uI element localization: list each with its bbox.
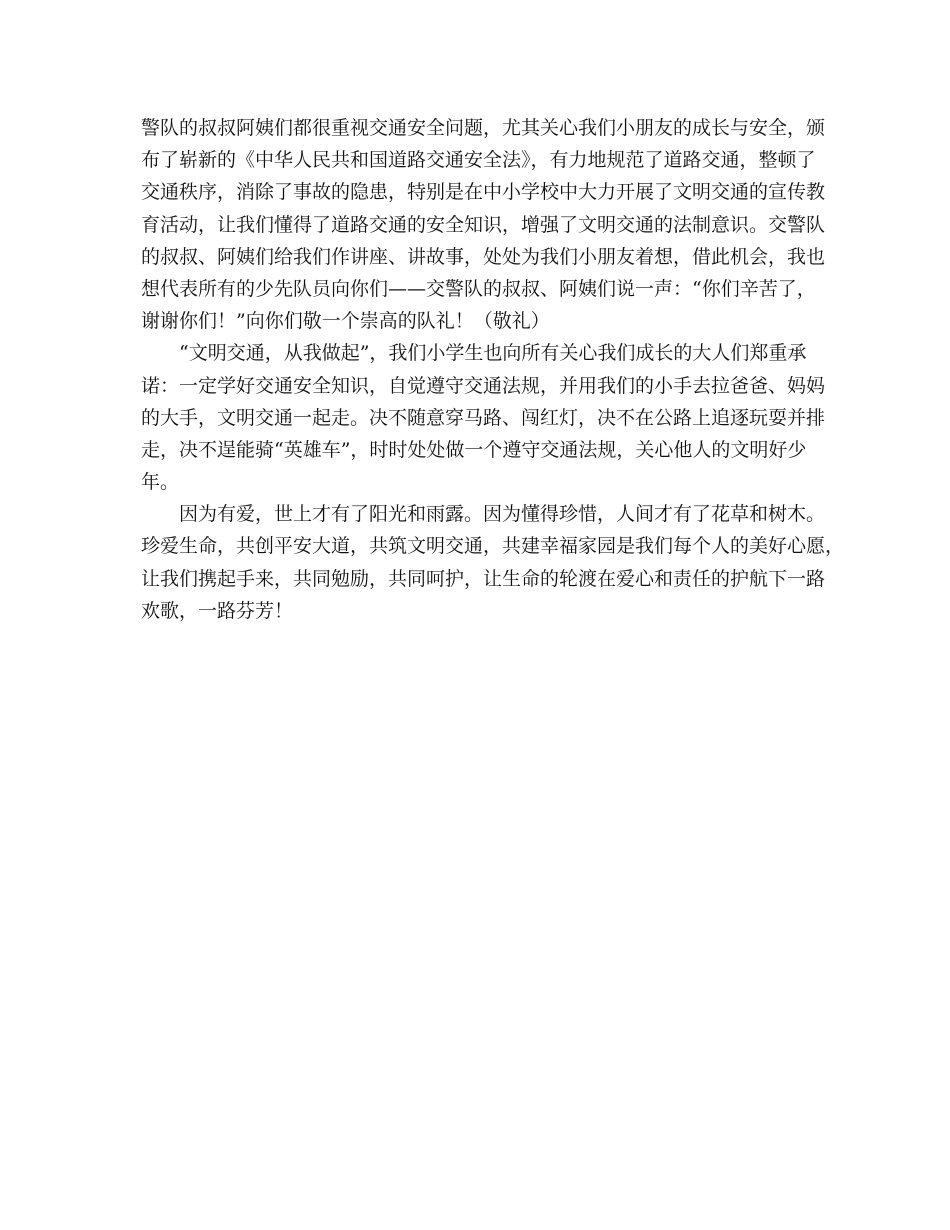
text-line: 育活动，让我们懂得了道路交通的安全知识，增强了文明交通的法制意识。交警队 — [141, 213, 826, 236]
text-line: 因为有爱，世上才有了阳光和雨露。因为懂得珍惜，人间才有了花草和树木。 — [179, 503, 826, 526]
text-line: “文明交通，从我做起”，我们小学生也向所有关心我们成长的大人们郑重承 — [179, 342, 807, 365]
text-line: 谢谢你们！”向你们敬一个崇高的队礼！（敬礼） — [141, 310, 550, 333]
body-text — [141, 112, 845, 627]
text-line: 让我们携起手来，共同勉励，共同呵护，让生命的轮渡在爱心和责任的护航下一路 — [141, 567, 826, 590]
paragraph-2 — [141, 337, 826, 498]
paragraph-1 — [141, 112, 826, 337]
text-line: 年。 — [141, 471, 180, 494]
text-line: 欢歌，一路芬芳！ — [141, 599, 294, 622]
text-line: 的大手，文明交通一起走。决不随意穿马路、闯红灯，决不在公路上追逐玩耍并排 — [141, 406, 826, 429]
text-line: 走，决不逞能骑“英雄车”，时时处处做一个遵守交通法规，关心他人的文明好少 — [141, 438, 807, 461]
text-line: 的叔叔、阿姨们给我们作讲座、讲故事，处处为我们小朋友着想，借此机会，我也 — [141, 245, 826, 268]
text-line: 诺：一定学好交通安全知识，自觉遵守交通法规，并用我们的小手去拉爸爸、妈妈 — [141, 374, 826, 397]
text-line: 布了崭新的《中华人民共和国道路交通安全法》，有力地规范了道路交通，整顿了 — [141, 149, 816, 172]
text-line: 想代表所有的少先队员向你们——交警队的叔叔、阿姨们说一声：“你们辛苦了， — [141, 277, 816, 300]
text-line: 交通秩序，消除了事故的隐患，特别是在中小学校中大力开展了文明交通的宣传教 — [141, 181, 826, 204]
text-line: 警队的叔叔阿姨们都很重视交通安全问题，尤其关心我们小朋友的成长与安全，颁 — [141, 117, 826, 139]
text-line: 珍爱生命，共创平安大道，共筑文明交通，共建幸福家园是我们每个人的美好心愿， — [141, 535, 845, 558]
paragraph-3 — [141, 498, 845, 627]
